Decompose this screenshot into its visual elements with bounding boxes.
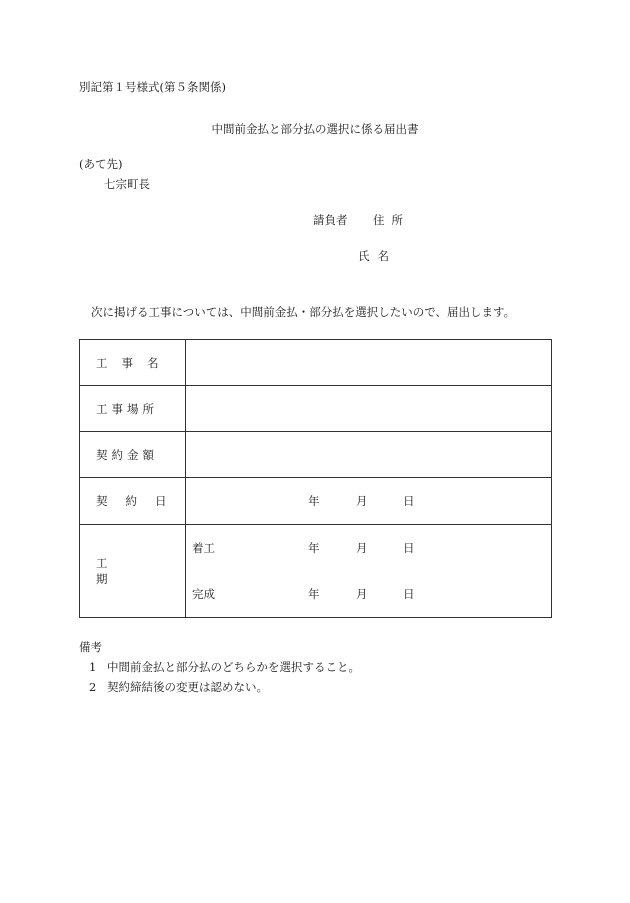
row-period (80, 525, 552, 618)
start-day-label: 日 (403, 541, 415, 555)
contract-amount-label: 契約金額 (80, 432, 186, 478)
contract-date-field[interactable] (186, 478, 552, 525)
row-work-name (80, 340, 552, 386)
row-contract-date (80, 478, 552, 525)
start-month-label: 月 (356, 541, 368, 555)
contractor-label: 請負者 (313, 213, 348, 227)
period-field[interactable] (186, 525, 552, 618)
completion-month-label: 月 (356, 587, 368, 601)
document-title: 中間前金払と部分払の選択に係る届出書 (211, 122, 419, 136)
completion-line[interactable] (186, 571, 551, 617)
remark-item: 2 契約締結後の変更は認めない。 (89, 680, 268, 694)
work-place-field[interactable] (186, 386, 552, 432)
start-year-label: 年 (308, 541, 320, 555)
completion-year-label: 年 (308, 587, 320, 601)
recipient: 七宗町長 (104, 177, 150, 191)
month-label: 月 (356, 494, 368, 508)
work-name-label: 工事名 (80, 340, 186, 386)
contract-date-label: 契約日 (80, 478, 186, 525)
work-name-field[interactable] (186, 340, 552, 386)
period-label: 工期 (80, 525, 186, 618)
work-place-label: 工事場所 (80, 386, 186, 432)
start-label: 着工 (192, 541, 215, 555)
intro-text: 次に掲げる工事については、中間前金払・部分払を選択したいので、届出します。 (91, 305, 516, 319)
construction-form-table (79, 339, 552, 618)
row-work-place (80, 386, 552, 432)
name-label: 氏名 (358, 249, 397, 263)
remark-item: 1 中間前金払と部分払のどちらかを選択すること。 (89, 660, 360, 674)
contract-amount-field[interactable] (186, 432, 552, 478)
start-line[interactable] (186, 525, 551, 571)
form-id: 別記第１号様式(第５条関係) (79, 80, 226, 94)
completion-day-label: 日 (403, 587, 415, 601)
year-label: 年 (308, 494, 320, 508)
row-contract-amount (80, 432, 552, 478)
addressee-label: (あて先) (79, 157, 123, 171)
address-label: 住所 (373, 213, 410, 227)
day-label: 日 (403, 494, 415, 508)
completion-label: 完成 (192, 587, 215, 601)
remarks-heading: 備考 (79, 640, 102, 654)
